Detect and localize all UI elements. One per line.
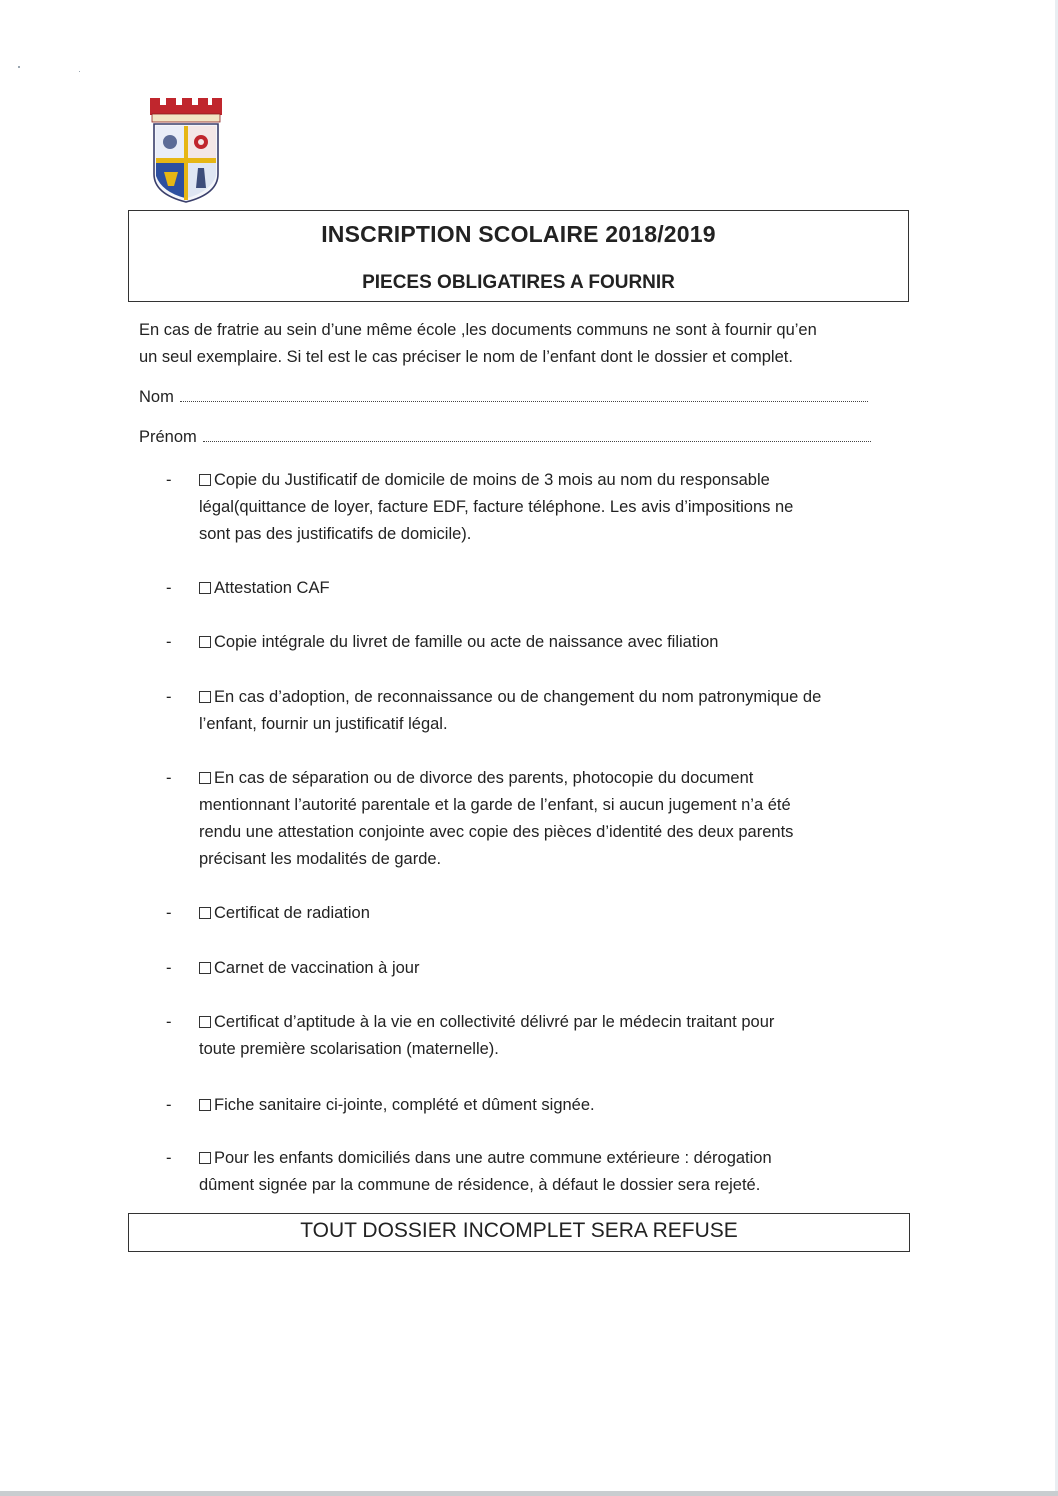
- checklist-item-carnet-vaccination: [166, 955, 906, 982]
- list-dash: -: [166, 579, 172, 597]
- document-subtitle: PIECES OBLIGATIRES A FOURNIR: [362, 272, 675, 293]
- checkbox[interactable]: [199, 907, 211, 919]
- item-text: Pour les enfants domiciliés dans une autre commune extérieure : dérogation: [214, 1149, 772, 1167]
- nom-label: Nom: [139, 388, 174, 406]
- item-text: précisant les modalités de garde.: [199, 850, 442, 868]
- list-dash: -: [166, 1149, 172, 1167]
- prenom-field[interactable]: [139, 428, 879, 447]
- checklist-item-attestation-caf: [166, 575, 906, 602]
- footer-notice: TOUT DOSSIER INCOMPLET SERA REFUSE: [300, 1219, 738, 1242]
- checklist-item-justificatif-domicile: [166, 467, 906, 548]
- scan-edge-bottom: [0, 1491, 1058, 1496]
- prenom-dotted-line[interactable]: [203, 429, 871, 442]
- scan-speck: [79, 71, 80, 72]
- item-text: Attestation CAF: [214, 579, 330, 597]
- item-text: En cas de séparation ou de divorce des parents, photocopie du document: [214, 769, 754, 787]
- item-text: Fiche sanitaire ci-jointe, complété et dûment signée.: [214, 1096, 595, 1114]
- item-text: rendu une attestation conjointe avec copie des pièces d’identité des deux parents: [199, 823, 794, 841]
- checklist-item-fiche-sanitaire: [166, 1092, 906, 1119]
- item-text: Certificat de radiation: [214, 904, 370, 922]
- checkbox[interactable]: [199, 474, 211, 486]
- list-dash: -: [166, 769, 172, 787]
- nom-dotted-line[interactable]: [180, 389, 868, 402]
- item-text: Copie du Justificatif de domicile de moins de 3 mois au nom du responsable: [214, 471, 770, 489]
- item-text: dûment signée par la commune de résidence, à défaut le dossier sera rejeté.: [199, 1176, 761, 1194]
- item-text: toute première scolarisation (maternelle).: [199, 1040, 499, 1058]
- document-title: INSCRIPTION SCOLAIRE 2018/2019: [321, 221, 716, 247]
- scan-speck: [18, 66, 20, 68]
- checklist-item-certificat-aptitude: [166, 1009, 906, 1063]
- item-text: Copie intégrale du livret de famille ou acte de naissance avec filiation: [214, 633, 719, 651]
- checkbox[interactable]: [199, 582, 211, 594]
- checklist-item-livret-famille: [166, 629, 906, 656]
- checkbox[interactable]: [199, 772, 211, 784]
- checklist-item-separation: [166, 765, 906, 873]
- town-crest-logo: [148, 96, 224, 204]
- checklist-item-derogation: [166, 1145, 906, 1199]
- item-text: légal(quittance de loyer, facture EDF, facture téléphone. Les avis d’impositions ne: [199, 498, 794, 516]
- list-dash: -: [166, 471, 172, 489]
- intro-line-1: En cas de fratrie au sein d’une même école ,les documents communs ne sont à fournir qu’en: [139, 321, 817, 339]
- list-dash: -: [166, 688, 172, 706]
- item-text: Certificat d’aptitude à la vie en collectivité délivré par le médecin traitant pour: [214, 1013, 775, 1031]
- checklist-item-certificat-radiation: [166, 900, 906, 927]
- footer-notice-box: [128, 1213, 910, 1252]
- checklist-item-adoption: [166, 684, 906, 738]
- intro-line-2: un seul exemplaire. Si tel est le cas préciser le nom de l’enfant dont le dossier et complet.: [139, 348, 793, 366]
- title-box: [128, 210, 909, 302]
- nom-field[interactable]: [139, 388, 879, 407]
- list-dash: -: [166, 1096, 172, 1114]
- checkbox[interactable]: [199, 691, 211, 703]
- item-text: Carnet de vaccination à jour: [214, 959, 420, 977]
- item-text: sont pas des justificatifs de domicile).: [199, 525, 472, 543]
- checkbox[interactable]: [199, 1016, 211, 1028]
- checkbox[interactable]: [199, 962, 211, 974]
- checkbox[interactable]: [199, 636, 211, 648]
- intro-paragraph: [139, 317, 909, 371]
- prenom-label: Prénom: [139, 428, 197, 446]
- item-text: l’enfant, fournir un justificatif légal.: [199, 715, 448, 733]
- item-text: En cas d’adoption, de reconnaissance ou de changement du nom patronymique de: [214, 688, 822, 706]
- item-text: mentionnant l’autorité parentale et la garde de l’enfant, si aucun jugement n’a été: [199, 796, 791, 814]
- checkbox[interactable]: [199, 1099, 211, 1111]
- list-dash: -: [166, 959, 172, 977]
- checkbox[interactable]: [199, 1152, 211, 1164]
- list-dash: -: [166, 1013, 172, 1031]
- list-dash: -: [166, 633, 172, 651]
- list-dash: -: [166, 904, 172, 922]
